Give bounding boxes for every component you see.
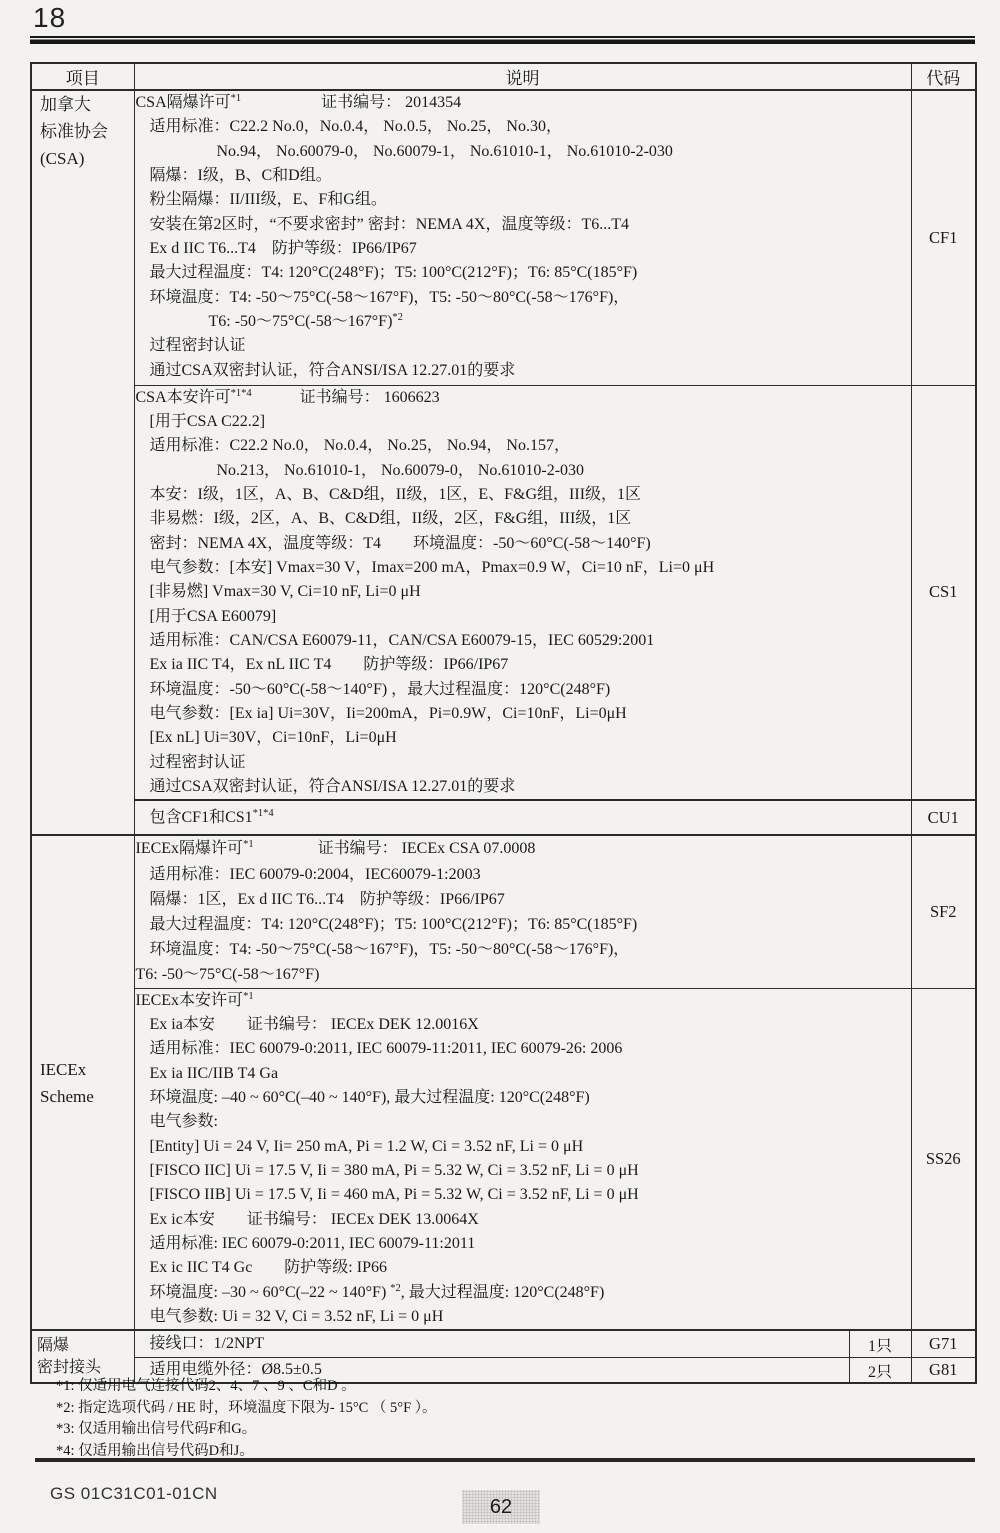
text-line: 接线口：1/2NPT <box>149 1334 265 1352</box>
text-line: 加拿大 <box>40 95 91 114</box>
text-line: 本安：I级，1区，A、B、C&D组，II级，1区，E、F&G组，III级，1区 <box>149 485 642 503</box>
description-cell-cf1 <box>134 90 911 385</box>
text-line: 适用标准：CAN/CSA E60079-11，CAN/CSA E60079-15，IEC 60529:2001 <box>149 631 655 649</box>
table-row-cf1 <box>31 90 976 385</box>
text-line: IECEx <box>40 1059 87 1079</box>
code-cell-sf2: SF2 <box>911 835 976 988</box>
quantity-cell-g81: 2只 <box>849 1357 911 1383</box>
text-line: (CSA) <box>40 149 85 168</box>
description-cell-cs1 <box>134 385 911 800</box>
text-line: 电气参数: <box>149 1113 218 1131</box>
text-line: *2: 指定选项代码 / HE 时，环境温度下限为- 15°C （ 5°F ）。 <box>56 1399 437 1416</box>
code-cell-g81: G81 <box>911 1357 976 1383</box>
text-line: [FISCO IIC] Ui = 17.5 V, Ii = 380 mA, Pi = 5.32 W, Ci = 3.52 nF, Li = 0 μH <box>149 1161 639 1179</box>
text-line: IECEx本安许可$^{*1}$ <box>135 990 254 1009</box>
column-header-item: 项目 <box>31 63 134 90</box>
footnotes-block <box>55 1376 437 1462</box>
text-line: 电气参数：[本安] Vmax=30 V，Imax=200 mA，Pmax=0.9 W，Ci=10 nF，Li=0 μH <box>149 558 715 576</box>
text-line: 隔爆：I级，B、C和D组。 <box>149 167 332 185</box>
text-line: Ex ia IIC T4，Ex nL IIC T4 防护等级：IP66/IP67 <box>149 656 509 674</box>
text-line: 过程密封认证 <box>149 753 246 771</box>
column-header-description: 说明 <box>134 63 911 90</box>
text-line: 隔爆 <box>37 1336 70 1354</box>
text-line: 适用标准: IEC 60079-0:2011, IEC 60079-11:2011 <box>149 1235 476 1252</box>
text-line: 最大过程温度：T4: 120°C(248°F)；T5: 100°C(212°F)；T6: 85°C(185°F) <box>149 264 638 282</box>
text-line: Ex d IIC T6...T4 防护等级：IP66/IP67 <box>149 240 417 258</box>
text-line: 密封接头 <box>37 1358 102 1376</box>
text-line: 环境温度：T4: -50～75°C(-58～167°F)，T5: -50～80°C(-58～176°F)， <box>149 941 630 959</box>
text-line: 适用标准：C22.2 No.0，No.0.4， No.0.5， No.25， No.30， <box>149 118 562 136</box>
text-line: 非易燃：I级，2区，A、B、C&D组，II级，2区，F&G组，III级，1区 <box>149 510 632 528</box>
page-number-badge: 62 <box>462 1490 540 1524</box>
text-line: 电气参数: Ui = 32 V, Ci = 3.52 nF, Li = 0 μH <box>149 1308 444 1326</box>
text-line: Ex ic IIC T4 Gc 防护等级: IP66 <box>149 1259 387 1277</box>
text-line: No.94， No.60079-0， No.60079-1， No.61010-1， No.61010-2-030 <box>216 142 673 160</box>
text-line: 电气参数：[Ex ia] Ui=30V，Ii=200mA，Pi=0.9W，Ci=10nF，Li=0μH <box>149 704 627 722</box>
document-number: GS 01C31C01-01CN <box>50 1484 218 1503</box>
text-line: 适用电缆外径：Ø8.5±0.5 <box>149 1360 322 1378</box>
text-line: 适用标准：C22.2 No.0， No.0.4， No.25， No.94， No.157， <box>149 437 570 455</box>
description-cell-ss26 <box>134 988 911 1330</box>
text-line: [FISCO IIB] Ui = 17.5 V, Ii = 460 mA, Pi = 5.32 W, Ci = 3.52 nF, Li = 0 μH <box>149 1186 639 1204</box>
text-line: 环境温度：-50～60°C(-58～140°F) ，最大过程温度：120°C(248°F) <box>149 680 611 698</box>
code-cell-cu1: CU1 <box>911 800 976 835</box>
text-line: CSA隔爆许可$^{*1}$ 证书编号： 2014354 <box>135 93 462 111</box>
text-line: 密封：NEMA 4X，温度等级：T4 环境温度：-50～60°C(-58～140°F) <box>149 534 651 552</box>
text-line: 过程密封认证 <box>149 337 246 355</box>
description-cell-sf2 <box>134 835 911 988</box>
text-line: [Entity] Ui = 24 V, Ii= 250 mA, Pi = 1.2 W, Ci = 3.52 nF, Li = 0 μH <box>149 1137 584 1155</box>
text-line: Ex ia本安 证书编号： IECEx DEK 12.0016X <box>149 1015 479 1033</box>
text-line: *3: 仅适用输出信号代码F和G。 <box>56 1421 257 1437</box>
text-line: IECEx隔爆许可$^{*1}$ 证书编号： IECEx CSA 07.0008 <box>135 839 536 858</box>
text-line: 粉尘隔爆：II/III级，E、F和G组。 <box>149 191 387 209</box>
text-line: 环境温度: –30 ~ 60°C(–22 ~ 140°F) $^{*2}$, 最大过程温度: 120°C(248°F) <box>149 1282 605 1301</box>
text-line: 环境温度：T4: -50～75°C(-58～167°F)，T5: -50～80°C(-58～176°F)， <box>149 288 630 306</box>
text-line: 包含CF1和$CS1^{*1*4}$ <box>149 807 274 826</box>
item-cell-csa <box>31 90 134 835</box>
text-line: 适用标准：IEC 60079-0:2004，IEC60079-1:2003 <box>149 865 481 883</box>
description-cell-g71 <box>134 1330 849 1357</box>
item-cell-iecex <box>31 835 134 1330</box>
text-line: 通过CSA双密封认证，符合ANSI/ISA 12.27.01的要求 <box>149 778 516 795</box>
certification-spec-table <box>30 62 977 1384</box>
text-line: Scheme <box>40 1086 94 1106</box>
text-line: [用于CSA E60079] <box>149 607 277 625</box>
table-row-cs1 <box>31 385 976 800</box>
text-line: Ex ia IIC/IIB T4 Ga <box>149 1064 279 1082</box>
text-line: 适用标准：IEC 60079-0:2011, IEC 60079-11:2011, IEC 60079-26: 2006 <box>149 1040 623 1058</box>
text-line: T6: -50～75°C(-58～167°F)$^{*2}$ <box>208 312 403 331</box>
code-cell-cs1: CS1 <box>911 385 976 800</box>
text-line: T6: -50～75°C(-58～167°F) <box>135 966 320 984</box>
text-line: 隔爆：1区，Ex d IIC T6...T4 防护等级：IP66/IP67 <box>149 890 505 908</box>
text-line: 通过CSA双密封认证，符合ANSI/ISA 12.27.01的要求 <box>149 361 516 379</box>
text-line: No.213， No.61010-1， No.60079-0， No.61010-2-030 <box>216 461 585 479</box>
code-cell-g71: G71 <box>911 1330 976 1357</box>
table-header-row <box>31 63 976 90</box>
text-line: [Ex nL] Ui=30V，Ci=10nF，Li=0μH <box>149 729 397 747</box>
table-row-cu1 <box>31 800 976 835</box>
code-cell-ss26: SS26 <box>911 988 976 1330</box>
quantity-cell-g71: 1只 <box>849 1330 911 1357</box>
table-row-g71 <box>31 1330 976 1357</box>
text-line: 最大过程温度：T4: 120°C(248°F)；T5: 100°C(212°F)；T6: 85°C(185°F) <box>149 915 638 933</box>
column-header-code: 代码 <box>911 63 976 90</box>
text-line: 安装在第2区时，“不要求密封” 密封：NEMA 4X，温度等级：T6...T4 <box>149 215 630 233</box>
text-line: CSA本安许可$^{*1*4}$ 证书编号： 1606623 <box>135 387 440 406</box>
text-line: *1: 仅适用电气连接代码2、4、7 、9 、C和D 。 <box>56 1378 356 1394</box>
text-line: 标准协会 <box>40 122 108 141</box>
page-header-number: 18 <box>33 2 67 33</box>
header-rule <box>30 36 975 44</box>
code-cell-cf1: CF1 <box>911 90 976 385</box>
table-row-ss26 <box>31 988 976 1330</box>
text-line: [非易燃] Vmax=30 V, Ci=10 nF, Li=0 μH <box>149 583 421 601</box>
text-line: Ex ic本安 证书编号： IECEx DEK 13.0064X <box>149 1210 479 1228</box>
text-line: [用于CSA C22.2] <box>149 412 266 430</box>
text-line: *4: 仅适用输出信号代码D和J。 <box>56 1442 254 1459</box>
text-line: 环境温度: –40 ~ 60°C(–40 ~ 140°F), 最大过程温度: 120°C(248°F) <box>149 1088 590 1106</box>
table-row-sf2 <box>31 835 976 988</box>
description-cell-cu1 <box>134 800 911 835</box>
footer-rule <box>35 1458 975 1462</box>
